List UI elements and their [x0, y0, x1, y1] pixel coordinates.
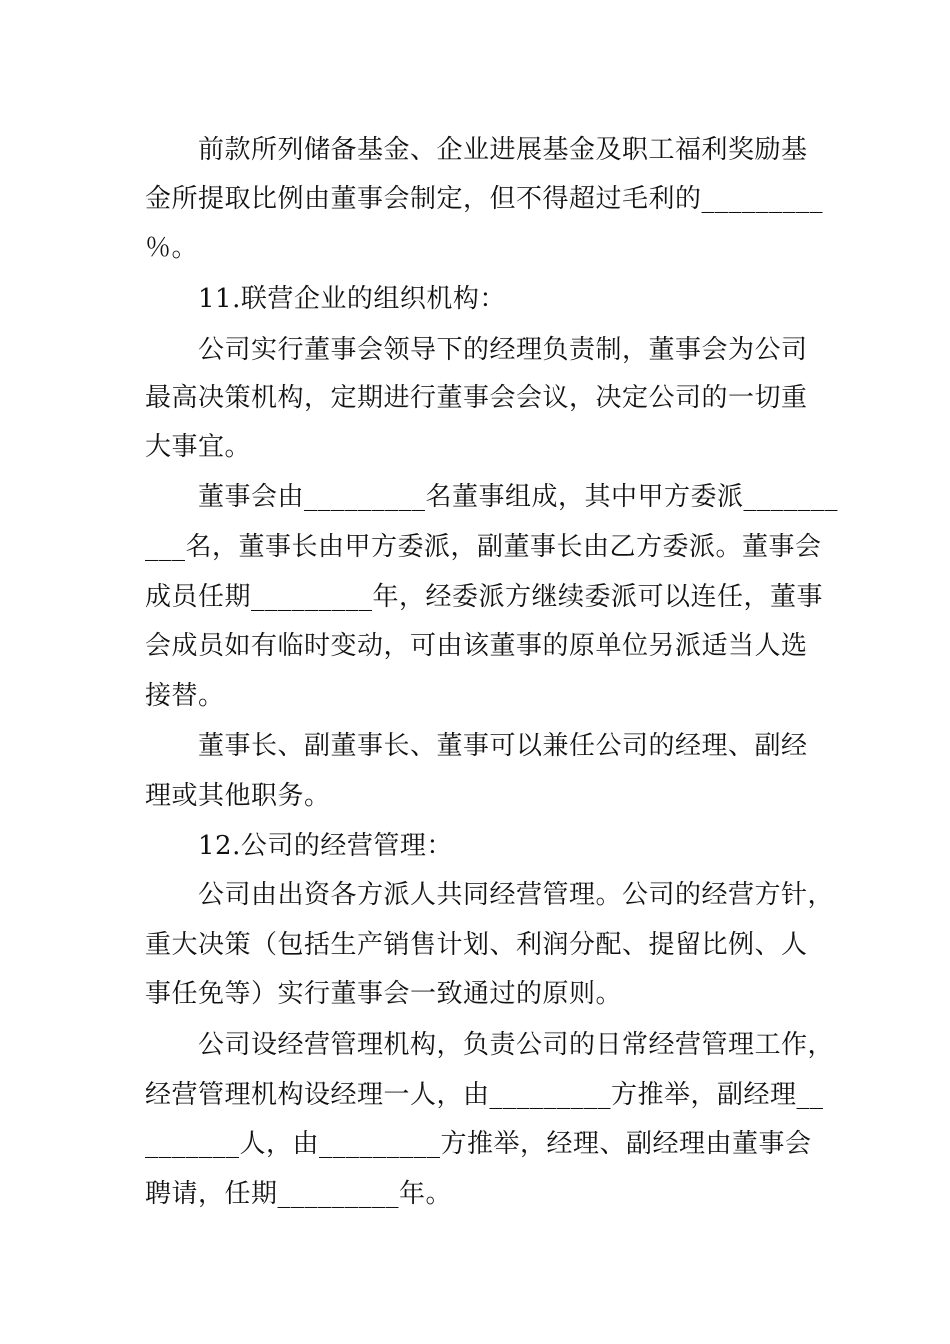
text-line: 前款所列储备基金、企业进展基金及职工福利奖励基: [198, 135, 808, 165]
text-line: 公司设经营管理机构，负责公司的日常经营管理工作，: [198, 1030, 835, 1060]
text-line: 最高决策机构，定期进行董事会会议，决定公司的一切重: [145, 383, 808, 413]
text-line: 公司由出资各方派人共同经营管理。公司的经营方针，: [198, 880, 835, 910]
text-line: 经营管理机构设经理一人，由_________方推举，副经理__: [145, 1080, 824, 1110]
text-line: ％。: [145, 233, 199, 263]
text-line: 大事宜。: [145, 432, 252, 462]
text-line: 接替。: [145, 681, 225, 711]
text-line: 理或其他职务。: [145, 781, 331, 811]
text-line: 董事会由_________名董事组成，其中甲方委派_______: [198, 482, 839, 512]
text-line: 会成员如有临时变动，可由该董事的原单位另派适当人选: [145, 631, 808, 661]
text-line: _______人，由_________方推举，经理、副经理由董事会: [145, 1129, 812, 1159]
section-heading: 12.公司的经营管理：: [198, 831, 453, 861]
text-line: 董事长、副董事长、董事可以兼任公司的经理、副经: [198, 731, 808, 761]
text-line: 重大决策（包括生产销售计划、利润分配、提留比例、人: [145, 930, 808, 960]
text-line: ___名，董事长由甲方委派，副董事长由乙方委派。董事会: [145, 532, 822, 562]
text-line: 公司实行董事会领导下的经理负责制，董事会为公司: [198, 335, 808, 365]
text-line: 金所提取比例由董事会制定，但不得超过毛利的_________: [145, 184, 824, 214]
section-heading: 11.联营企业的组织机构：: [198, 284, 506, 314]
text-line: 聘请，任期_________年。: [145, 1179, 453, 1209]
text-line: 事任免等）实行董事会一致通过的原则。: [145, 979, 623, 1009]
text-line: 成员任期_________年，经委派方继续委派可以连任，董事: [145, 582, 824, 612]
